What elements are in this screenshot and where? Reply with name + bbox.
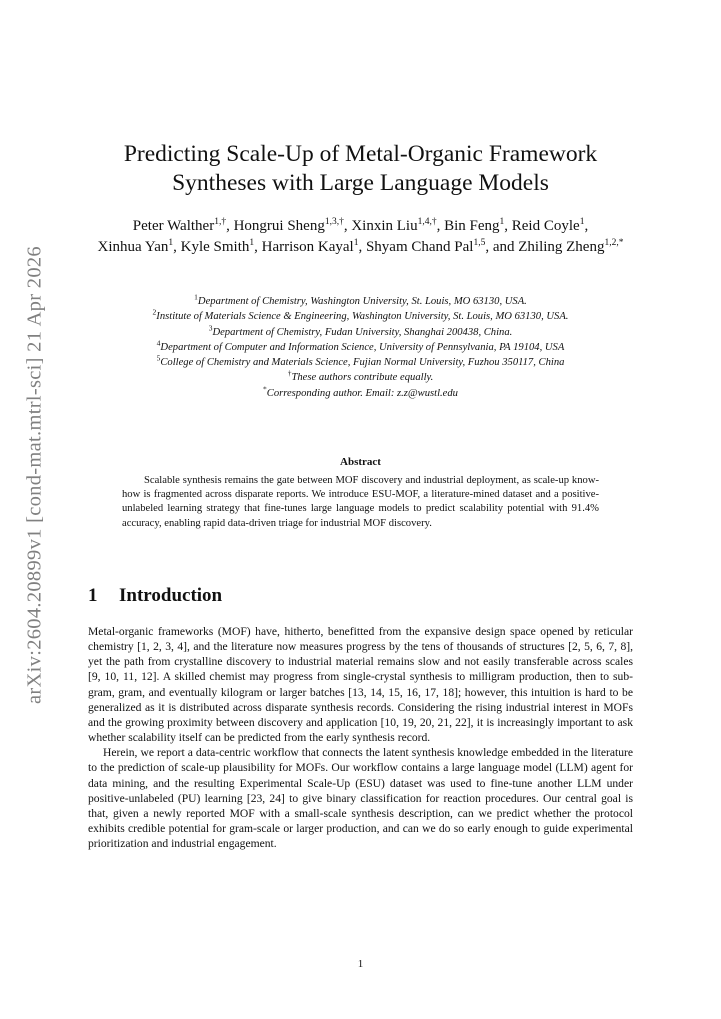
- page-number: 1: [357, 958, 364, 970]
- author: Zhiling Zheng$^{1,2,*}$: [518, 238, 624, 255]
- author: Shyam Chand Pal$^{1,5}$, and: [365, 238, 519, 255]
- author: Peter Walther$^{1,\dagger}$,: [132, 217, 234, 234]
- body-paragraph: Metal-organic frameworks (MOF) have, hitherto, benefitted from the expansive design space opened by reticular chemistry [1, 2, 3, 4], and the literature now measures progress by the tens of thousands of structures [2, 5, 6, 7, 8], yet the path from crystalline discovery to industrial material remains slow and not easily transferable across scales [9, 10, 11, 12]. A skilled chemist may progress from single-crystal synthesis to milligram production, then to sub-gram, gram, and eventually kilogram or larger batches [13, 14, 15, 16, 17, 18]; however, this intuition is hard to be generalized as it is distributed across disparate synthesis records. Considering the rising industrial interest in MOFs and the growing proximity between discovery and application [10, 19, 20, 21, 22], it is increasingly important to ask whether scalability itself can be predicted from the early synthesis record.: [88, 625, 633, 745]
- author: Harrison Kayal$^1$,: [261, 238, 366, 255]
- abstract-heading: Abstract: [340, 456, 381, 468]
- body-paragraph: Herein, we report a data-centric workflow that connects the latent synthesis knowledge embedded in the literature to the prediction of scale-up plausibility for MOFs. Our workflow contains a large language model (LLM) agent for data mining, and the resulting Experimental Scale-Up (ESU) dataset was used to fine-tune another LLM under positive-unlabeled (PU) learning [23, 24] to give binary classification for reaction procedures. Our central goal is that, given a newly reported MOF with a small-scale synthesis description, can we predict whether the protocol exhibits credible potential for gram-scale or larger production, and can we do so early enough to guide experimental prioritization and industrial engagement.: [88, 746, 633, 851]
- affiliation: $^1$Department of Chemistry, Washington University, St. Louis, MO 63130, USA.: [194, 292, 527, 307]
- affiliation: $^4$Department of Computer and Information Science, University of Pennsylvania, PA 19104, USA: [156, 338, 565, 353]
- author: Bin Feng$^1$,: [444, 217, 512, 234]
- corresponding-author-note: *Corresponding author. Email: z.z@wustl.edu: [263, 384, 458, 399]
- affiliation: $^3$Department of Chemistry, Fudan University, Shanghai 200438, China.: [208, 323, 513, 338]
- abstract-paragraph: Scalable synthesis remains the gate between MOF discovery and industrial deployment, as scale-up know-how is fragmented across disparate reports. We introduce ESU-MOF, a literature-mined dataset and a positive-unlabeled learning strategy that fine-tunes large language models to predict scalability potential with 91.4% accuracy, enabling rapid data-driven triage for industrial MOF discovery.: [122, 475, 599, 529]
- paper-title: [88, 140, 633, 198]
- title-line-1: Predicting Scale-Up of Metal-Organic Framework: [123, 141, 598, 167]
- arxiv-identifier-text: arXiv:2604.20899v1 [cond-mat.mtrl-sci] 21 Apr 2026: [23, 246, 46, 704]
- affiliation-list: [90, 294, 631, 401]
- section-heading: [88, 585, 222, 607]
- equal-contribution-note: †These authors contribute equally.: [287, 368, 434, 384]
- section-number: 1: [88, 585, 98, 606]
- author: Reid Coyle$^1$,: [511, 217, 589, 234]
- author: Hongrui Sheng$^{1,3,\dagger}$,: [233, 217, 352, 234]
- author: Xinxin Liu$^{1,4,\dagger}$,: [351, 217, 445, 234]
- author: Xinhua Yan$^1$,: [97, 238, 181, 255]
- author-list: [82, 216, 639, 258]
- affiliation: $^5$College of Chemistry and Materials Science, Fujian Normal University, Fuzhou 350117, China: [156, 353, 565, 369]
- arxiv-identifier: [18, 240, 52, 710]
- section-body: [88, 624, 633, 851]
- section-title: Introduction: [119, 585, 223, 606]
- affiliation: $^2$Institute of Materials Science & Engineering, Washington University, St. Louis, MO 63130, USA.: [152, 307, 569, 323]
- abstract-body: [122, 474, 599, 531]
- title-line-2: Syntheses with Large Language Models: [172, 170, 549, 196]
- author: Kyle Smith$^1$,: [180, 238, 262, 255]
